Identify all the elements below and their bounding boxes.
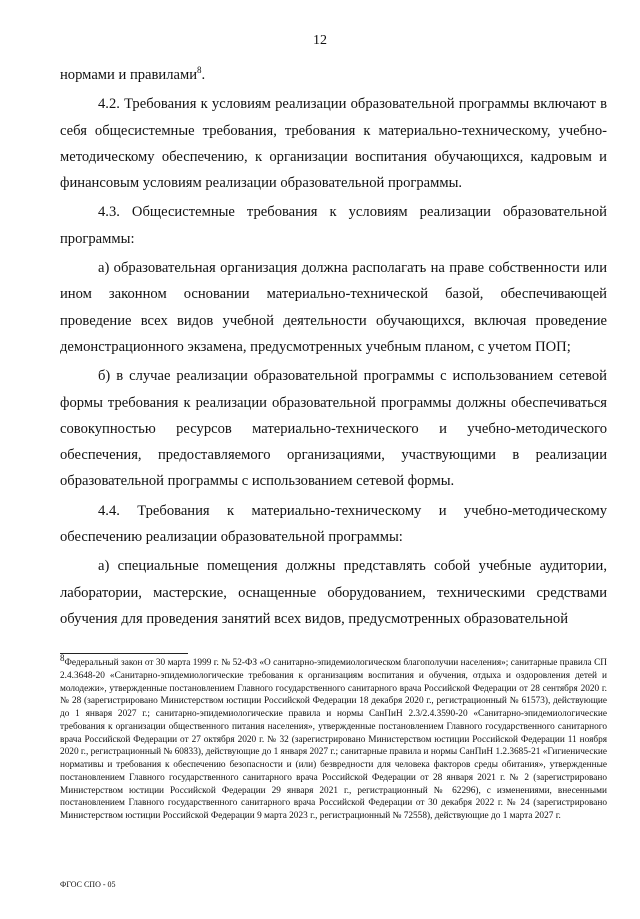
paragraph-continuation bbox=[60, 62, 607, 88]
footnote bbox=[60, 652, 607, 823]
paragraph-4-3: 4.3. Общесистемные требования к условиям реализации образовательной программы: bbox=[60, 204, 607, 247]
paragraph-4-3-b: б) в случае реализации образовательной программы с использованием сетевой формы требования к реализации образовательной программы должны обеспечиваться совокупностью ресурсов материально-технического и учебно-методического обеспечения, предоставляемого организациями, участвующими в реализации образовательной программы с использованием сетевой формы. bbox=[60, 368, 607, 490]
paragraph-end: . bbox=[201, 67, 206, 83]
footnote-marker: 8 bbox=[60, 652, 65, 663]
paragraph-4-3-a: а) образовательная организация должна располагать на праве собственности или ином законном основании материально-технической базой, обеспечивающей проведение всех видов учебной деятельности обучающихся, включая проведение демонстрационного экзамена, предусмотренных учебным планом, с учетом ПОП; bbox=[60, 260, 607, 355]
page-number: 12 bbox=[313, 33, 327, 48]
footnote-text: Федеральный закон от 30 марта 1999 г. № 52-ФЗ «О санитарно-эпидемиологическом благополучии населения»; санитарные правила СП 2.4.3648-20 «Санитарно-эпидемиологические требования к организациям воспитания и обучения, отдыха и оздоровления детей и молодежи», утвержденные постановлением Главного государственного санитарного врача Российской Федерации от 28 сентября 2020 г. № 28 (зарегистрировано Министерством юстиции Российской Федерации 18 декабря 2020 г., регистрационный № 61573), действующие до 1 января 2027 г.; санитарно-эпидемиологические правила и нормы СанПиН 2.3/2.4.3590-20 «Санитарно-эпидемиологические требования к организации общественного питания населения», утвержденные постановлением Главного государственного санитарного врача Российской Федерации от 27 октября 2020 г. № 32 (зарегистрировано Министерством юстиции Российской Федерации 11 ноября 2020 г., регистрационный № 60833), действующие до 1 января 2027 г.; санитарные правила и нормы СанПиН 1.2.3685-21 «Гигиенические нормативы и требования к обеспечению безопасности и (или) безвредности для человека факторов среды обитания», утвержденные постановлением Главного государственного санитарного врача Российской Федерации от 28 января 2021 г. № 2 (зарегистрировано Министерством юстиции Российской Федерации 29 января 2021 г., регистрационный № 62296), с изменениями, внесенными постановлением Главного государственного санитарного врача Российской Федерации от 30 декабря 2022 г. № 24 (зарегистрировано Министерством юстиции Российской Федерации 9 марта 2023 г., регистрационный № 72558), действующие до 1 марта 2027 г. bbox=[60, 658, 607, 821]
paragraph-4-4-a: а) специальные помещения должны представлять собой учебные аудитории, лаборатории, мастерские, оснащенные оборудованием, техническими средствами обучения для проведения занятий всех видов, предусмотренных образовательной bbox=[60, 558, 607, 627]
body-text bbox=[60, 62, 607, 632]
paragraph-text: нормами и правилами bbox=[60, 67, 198, 83]
footer-label: ФГОС СПО - 05 bbox=[60, 880, 116, 889]
footnote-divider bbox=[60, 653, 188, 654]
paragraph-4-4: 4.4. Требования к материально-техническому и учебно-методическому обеспечению реализации образовательной программы: bbox=[60, 502, 607, 546]
footnote-ref: 8 bbox=[197, 65, 202, 76]
paragraph-4-2: 4.2. Требования к условиям реализации образовательной программы включают в себя общесистемные требования, требования к материально-техническому, учебно-методическому обеспечению, к организации воспитания обучающихся, кадровым и финансовым условиям реализации образовательной программы. bbox=[60, 96, 607, 192]
